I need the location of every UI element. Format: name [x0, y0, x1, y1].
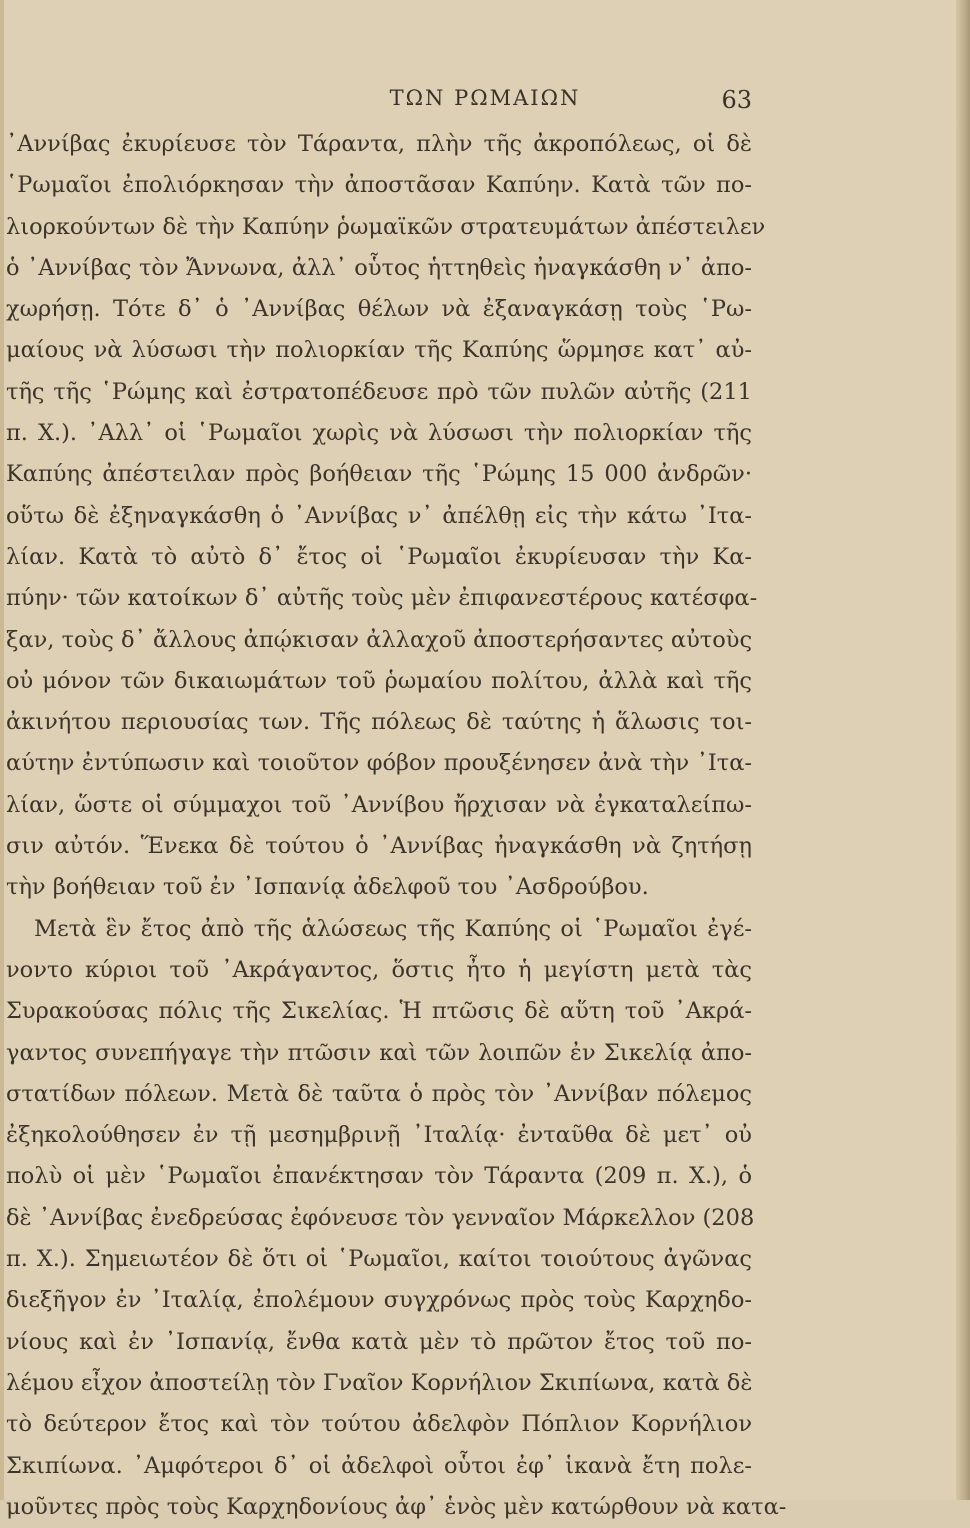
- text-line: ἀκινήτου περιουσίας των. Τῆς πόλεως δὲ ταύτης ἡ ἅλωσις τοι-: [6, 709, 752, 736]
- text-line: Σκιπίωνα. ᾿Αμφότεροι δ᾿ οἱ ἀδελφοὶ οὗτοι ἐφ᾿ ἱκανὰ ἔτη πολε-: [6, 1452, 752, 1479]
- text-line: χωρήσῃ. Τότε δ᾿ ὁ ᾿Αννίβας θέλων νὰ ἐξαναγκάσῃ τοὺς ῾Ρω-: [6, 296, 752, 323]
- text-line: τῆς τῆς ῾Ρώμης καὶ ἐστρατοπέδευσε πρὸ τῶν πυλῶν αὐτῆς (211: [6, 378, 752, 405]
- page-header: [0, 86, 970, 126]
- text-line: π. Χ.). Σημειωτέον δὲ ὅτι οἱ ῾Ρωμαῖοι, καίτοι τοιούτους ἀγῶνας: [6, 1246, 752, 1273]
- text-line: τὴν βοήθειαν τοῦ ἐν ᾿Ισπανίᾳ ἀδελφοῦ του ᾿Ασδρούβου.: [6, 874, 649, 901]
- page-number: 63: [721, 86, 752, 114]
- text-line: μαίους νὰ λύσωσι τὴν πολιορκίαν τῆς Καπύης ὥρμησε κατ᾿ αὐ-: [6, 337, 752, 364]
- text-line: στατίδων πόλεων. Μετὰ δὲ ταῦτα ὁ πρὸς τὸν ᾿Αννίβαν πόλεμος: [6, 1080, 752, 1107]
- text-line: λίαν, ὥστε οἱ σύμμαχοι τοῦ ᾿Αννίβου ἤρχισαν νὰ ἐγκαταλείπω-: [6, 791, 752, 818]
- text-line: λιορκούντων δὲ τὴν Καπύην ῥωμαϊκῶν στρατευμάτων ἀπέστειλεν: [6, 213, 766, 240]
- text-line: σιν αὐτόν. Ἕνεκα δὲ τούτου ὁ ᾿Αννίβας ἠναγκάσθη νὰ ζητήσῃ: [6, 833, 752, 860]
- text-line: π. Χ.). ᾿Αλλ᾿ οἱ ῾Ρωμαῖοι χωρὶς νὰ λύσωσι τὴν πολιορκίαν τῆς: [6, 420, 752, 447]
- text-line: Καπύης ἀπέστειλαν πρὸς βοήθειαν τῆς ῾Ρώμης 15 000 ἀνδρῶν·: [6, 461, 752, 488]
- text-line: νοντο κύριοι τοῦ ᾿Ακράγαντος, ὅστις ἦτο ἡ μεγίστη μετὰ τὰς: [6, 956, 752, 983]
- text-line: πύην· τῶν κατοίκων δ᾿ αὐτῆς τοὺς μὲν ἐπιφανεστέρους κατέσφα-: [6, 585, 758, 612]
- text-line: τὸ δεύτερον ἔτος καὶ τὸν τούτου ἀδελφὸν Πόπλιον Κορνήλιον: [6, 1411, 752, 1438]
- text-line: οὐ μόνον τῶν δικαιωμάτων τοῦ ῥωμαίου πολίτου, ἀλλὰ καὶ τῆς: [6, 667, 752, 694]
- text-line: Μετὰ ἓν ἔτος ἀπὸ τῆς ἁλώσεως τῆς Καπύης οἱ ῾Ρωμαῖοι ἐγέ-: [34, 915, 752, 942]
- text-line: ὁ ᾿Αννίβας τὸν Ἄννωνα, ἀλλ᾿ οὗτος ἡττηθεὶς ἠναγκάσθη ν᾿ ἀπο-: [6, 254, 752, 281]
- paragraph: [6, 909, 787, 1528]
- body-text: [6, 124, 787, 1528]
- running-title: ΤΩΝ ΡΩΜΑΙΩΝ: [389, 86, 581, 110]
- paragraph: [6, 124, 766, 909]
- text-line: ῾Ρωμαῖοι ἐπολιόρκησαν τὴν ἀποστᾶσαν Καπύην. Κατὰ τῶν πο-: [6, 172, 752, 199]
- text-line: νίους καὶ ἐν ᾿Ισπανίᾳ, ἔνθα κατὰ μὲν τὸ πρῶτον ἔτος τοῦ πο-: [6, 1328, 752, 1355]
- text-line: ἐξηκολούθησεν ἐν τῇ μεσημβρινῇ ᾿Ιταλίᾳ· ἐνταῦθα δὲ μετ᾿ οὐ: [6, 1122, 752, 1149]
- text-line: διεξῆγον ἐν ᾿Ιταλίᾳ, ἐπολέμουν συγχρόνως πρὸς τοὺς Καρχηδο-: [6, 1287, 752, 1314]
- text-line: ᾿Αννίβας ἐκυρίευσε τὸν Τάραντα, πλὴν τῆς ἀκροπόλεως, οἱ δὲ: [6, 131, 752, 157]
- text-line: αύτην ἐντύπωσιν καὶ τοιοῦτον φόβον προυξένησεν ἀνὰ τὴν ᾿Ιτα-: [6, 750, 752, 777]
- text-line: δὲ ᾿Αννίβας ἐνεδρεύσας ἐφόνευσε τὸν γενναῖον Μάρκελλον (208: [6, 1204, 755, 1231]
- text-line: γαντος συνεπήγαγε τὴν πτῶσιν καὶ τῶν λοιπῶν ἐν Σικελίᾳ ἀπο-: [6, 1039, 752, 1066]
- text-line: μοῦντες πρὸς τοὺς Καρχηδονίους ἀφ᾿ ἑνὸς μὲν κατώρθουν νὰ κατα-: [6, 1493, 787, 1520]
- page-right-edge: [956, 0, 970, 1500]
- text-line: λίαν. Κατὰ τὸ αὐτὸ δ᾿ ἔτος οἱ ῾Ρωμαῖοι ἐκυρίευσαν τὴν Κα-: [6, 543, 752, 570]
- page-left-edge: [0, 0, 4, 1500]
- text-line: λέμου εἶχον ἀποστείλῃ τὸν Γναῖον Κορνήλιον Σκιπίωνα, κατὰ δὲ: [6, 1369, 753, 1396]
- text-line: πολὺ οἱ μὲν ῾Ρωμαῖοι ἐπανέκτησαν τὸν Τάραντα (209 π. Χ.), ὁ: [6, 1163, 752, 1190]
- text-line: Συρακούσας πόλις τῆς Σικελίας. Ἡ πτῶσις δὲ αὕτη τοῦ ᾿Ακρά-: [6, 998, 752, 1025]
- text-line: οὕτω δὲ ἐξηναγκάσθη ὁ ᾿Αννίβας ν᾿ ἀπέλθῃ εἰς τὴν κάτω ᾿Ιτα-: [6, 502, 752, 529]
- text-line: ξαν, τοὺς δ᾿ ἄλλους ἀπῴκισαν ἀλλαχοῦ ἀποστερήσαντες αὐτοὺς: [6, 626, 753, 653]
